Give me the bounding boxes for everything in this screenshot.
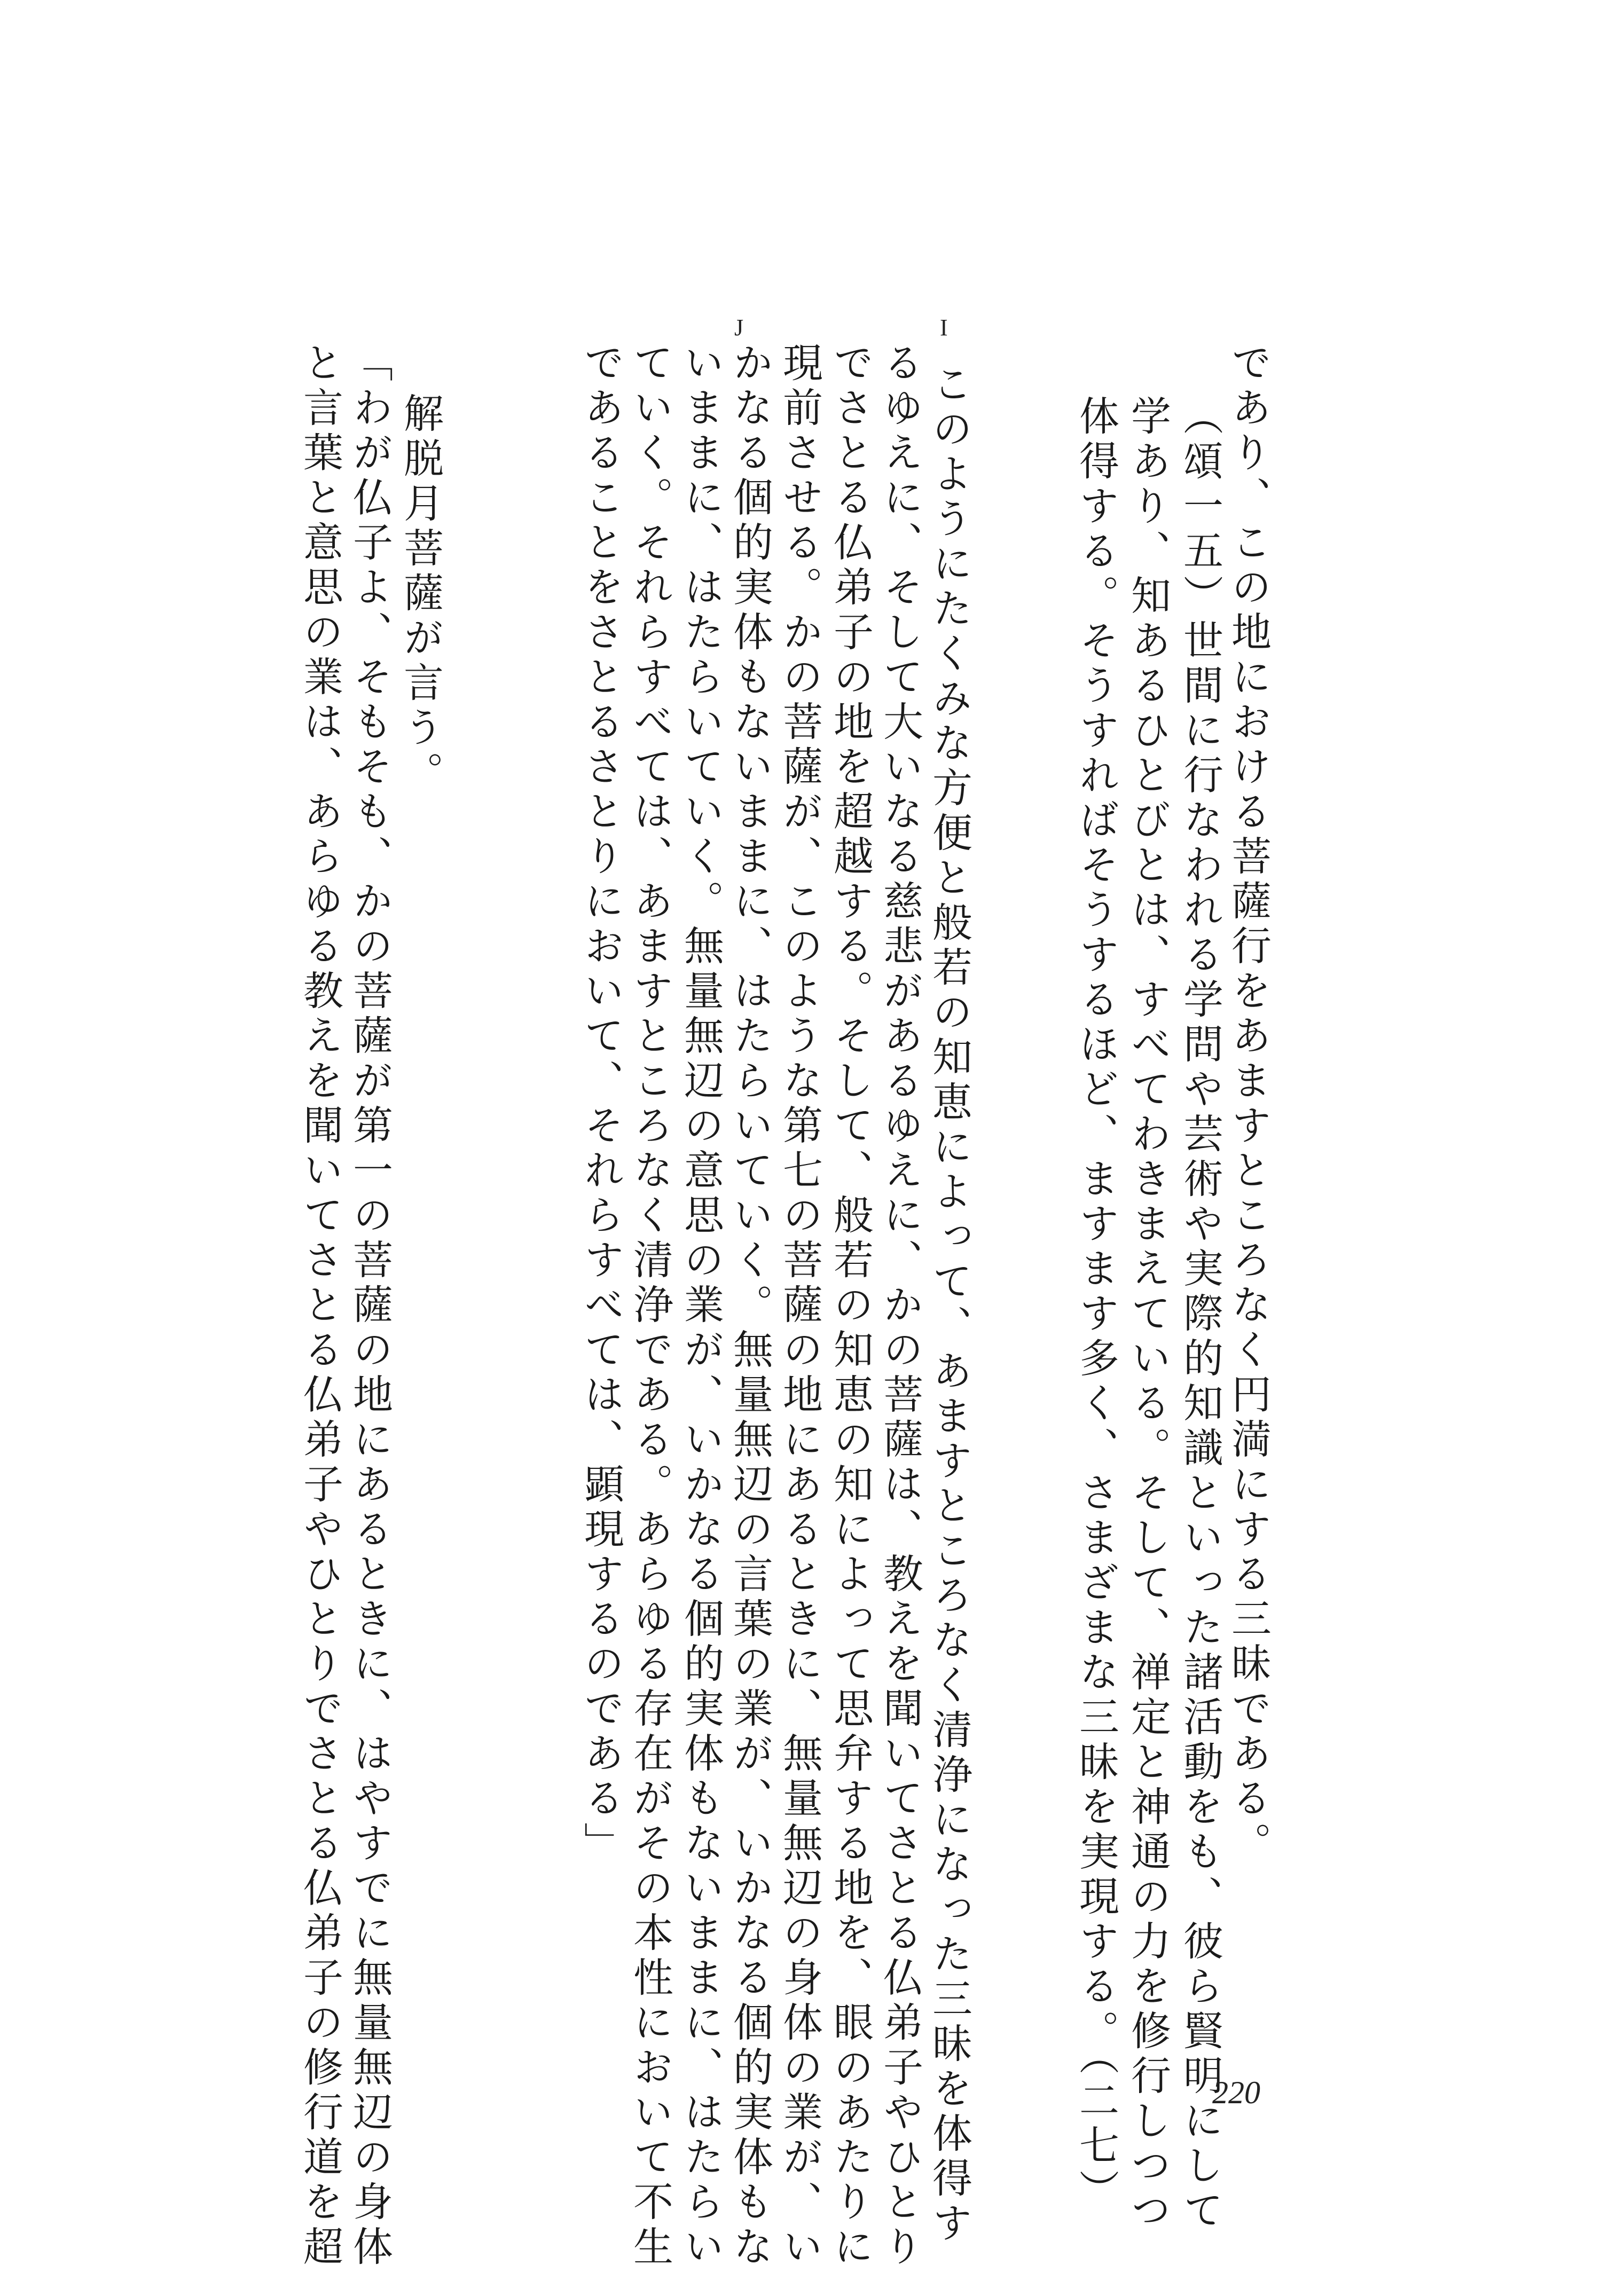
text-line-14: 「わが仏子よ、そもそも、かの菩薩が第一の菩薩の地にあるときに、はやすでに無量無辺の身体 xyxy=(347,342,394,2270)
margin-marker-j: J xyxy=(734,314,744,341)
text-line-4: 体得する。そうすればそうするほど、ますます多く、さまざまな三昧を実現する。（二七） xyxy=(1073,395,1120,2214)
text-line-3: 学あり、知あるひとびとは、すべてわきまえている。そして、禅定と神通の力を修行しつつ xyxy=(1125,395,1172,2234)
text-line-15: と言葉と意思の業は、あらゆる教えを聞いてさとる仏弟子やひとりでさとる仏弟子の修行道を超 xyxy=(297,342,344,2270)
text-line-13: 解脱月菩薩が言う。 xyxy=(397,392,444,796)
margin-marker-i: I xyxy=(940,314,948,341)
text-line-7: でさとる仏弟子の地を超越する。そして、般若の知恵の知によって思弁する地を、眼のあたりに xyxy=(827,342,874,2270)
text-line-12: であることをさとるさとりにおいて、それらすべては、顕現するのである」 xyxy=(578,342,625,1867)
text-line-2: （頌一五）世間に行なわれる学問や芸術や実際的知識といった諸活動をも、彼ら賢明にして xyxy=(1177,395,1224,2234)
text-line-5: このようにたくみな方便と般若の知恵によって、あますところなく清浄になった三昧を体得す xyxy=(926,363,973,2247)
text-line-8: 現前させる。かの菩薩が、このような第七の菩薩の地にあるときに、無量無辺の身体の業が、い xyxy=(776,342,823,2270)
text-line-9: かなる個的実体もないままに、はたらいていく。無量無辺の言葉の業が、いかなる個的実体もな xyxy=(727,342,774,2270)
text-line-10: いままに、はたらいていく。無量無辺の意思の業が、いかなる個的実体もないままに、はたらい xyxy=(678,342,725,2270)
text-line-1: であり、この地における菩薩行をあますところなく円満にする三昧である。 xyxy=(1225,342,1272,1867)
text-line-6: るゆえに、そして大いなる慈悲があるゆえに、かの菩薩は、教えを聞いてさとる仏弟子やひとり xyxy=(877,342,924,2270)
text-line-11: ていく。それらすべては、あますところなく清浄である。あらゆる存在がその本性において不生 xyxy=(627,342,674,2270)
page-number: 220 xyxy=(1212,2075,1260,2110)
